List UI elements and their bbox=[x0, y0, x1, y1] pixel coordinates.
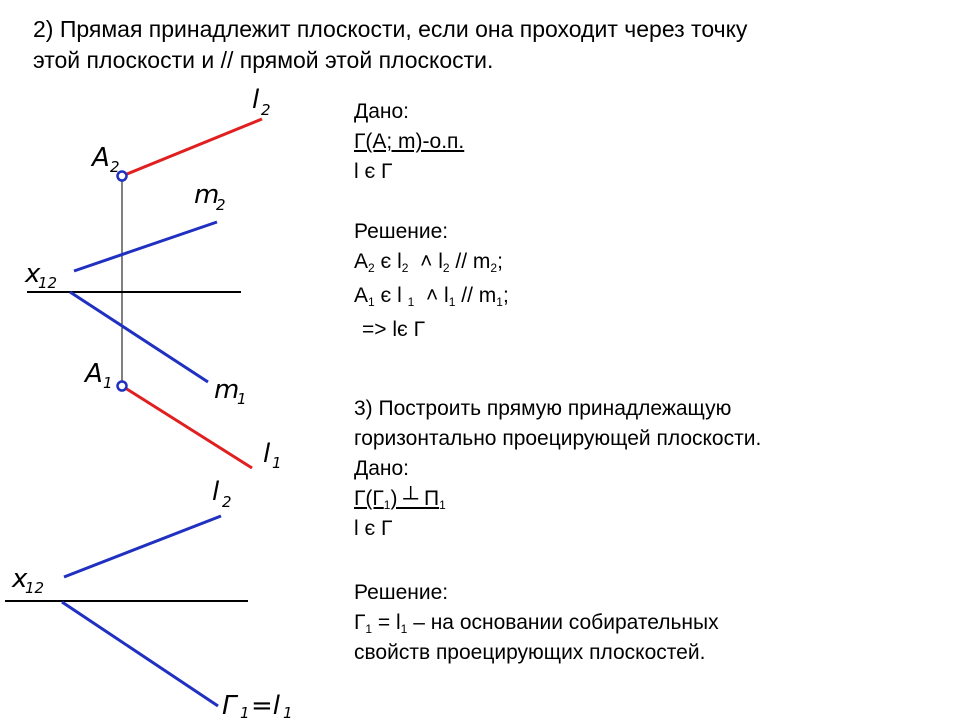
line-G1-l1-blue bbox=[62, 602, 218, 706]
label2-eq-l: =l bbox=[251, 691, 281, 720]
s2-sol2-b: є l bbox=[374, 284, 408, 307]
s2-sol1-b-sub: 2 bbox=[401, 261, 409, 275]
label2-l2: l bbox=[212, 477, 220, 507]
label-m1-sub: 1 bbox=[237, 390, 247, 408]
label-m2: m bbox=[194, 180, 220, 210]
s3-title-line-2: горизонтально проецирующей плоскости. bbox=[354, 427, 762, 450]
label2-G1-sub: 1 bbox=[240, 704, 250, 720]
s2-sol1-b: є l bbox=[374, 250, 402, 273]
s3-title-line-1: 3) Построить прямую принадлежащую bbox=[354, 397, 732, 420]
label2-l2-sub: 2 bbox=[222, 493, 232, 511]
line-l2-blue bbox=[64, 516, 221, 577]
label-A2: A bbox=[92, 143, 110, 173]
s2-given-plane: Г(A; m)-о.п. bbox=[354, 130, 465, 153]
heading-line-1: 2) Прямая принадлежит плоскости, если она проходит через точку bbox=[33, 16, 748, 42]
s2-sol2-c-sub: 1 bbox=[448, 295, 456, 309]
s2-conclusion: => lє Г bbox=[362, 318, 425, 341]
s2-sol2-e: ; bbox=[502, 284, 509, 307]
s3-sol-a-sub: 1 bbox=[365, 622, 373, 636]
label-l2-sub: 2 bbox=[261, 101, 271, 119]
s2-sol1-a-sub: 2 bbox=[368, 261, 375, 275]
label-l2: l bbox=[252, 85, 260, 115]
label-A1: A bbox=[85, 359, 103, 389]
line-m2-blue bbox=[74, 222, 217, 271]
s2-sol2-d: // m bbox=[455, 284, 497, 307]
s2-sol2-a: A bbox=[354, 284, 369, 307]
s3-sol-a: Г bbox=[354, 611, 366, 634]
drawing-1 bbox=[24, 85, 282, 472]
label2-x12: x bbox=[12, 564, 28, 594]
s3-plane-a-sub: 1 bbox=[383, 498, 391, 512]
label-A2-sub: 2 bbox=[110, 158, 120, 176]
heading-line-2: этой плоскости и // прямой этой плоскости. bbox=[33, 47, 494, 73]
label-m2-sub: 2 bbox=[216, 196, 226, 214]
label2-G1: Г bbox=[222, 691, 237, 720]
label-m1: m bbox=[214, 375, 240, 405]
s3-plane-b-sub: 1 bbox=[439, 498, 446, 512]
label-l1-sub: 1 bbox=[272, 454, 282, 472]
s2-sol2-a-sub: 1 bbox=[368, 295, 375, 309]
s2-given-line: l є Г bbox=[354, 160, 393, 183]
label-A1-sub: 1 bbox=[103, 374, 113, 392]
label2-l1-sub: 1 bbox=[283, 704, 293, 720]
label2-x12-sub: 12 bbox=[25, 579, 45, 597]
s3-sol-b-sub: 1 bbox=[400, 622, 408, 636]
label-x12-sub: 12 bbox=[38, 274, 58, 292]
s2-sol1-a: A bbox=[354, 250, 369, 273]
label-x12: x bbox=[25, 259, 41, 289]
s2-sol1-d-sub: 2 bbox=[490, 261, 498, 275]
s2-sol1-e: ; bbox=[497, 250, 503, 273]
s3-sol-c: – на основании собирательных bbox=[407, 611, 719, 634]
s3-solution-label: Решение: bbox=[354, 581, 449, 604]
drawing-2 bbox=[5, 477, 293, 720]
s2-sol1-c-sub: 2 bbox=[442, 261, 450, 275]
s2-solution-label: Решение: bbox=[354, 220, 449, 243]
line-l2-red bbox=[122, 119, 262, 176]
s3-plane-b: ) ┴ П bbox=[390, 487, 440, 510]
s2-sol2-c: ˄ l bbox=[414, 284, 449, 307]
s2-sol1-c: ˄ l bbox=[408, 250, 443, 273]
s3-plane-a: Г(Г bbox=[354, 487, 384, 510]
s3-sol-b: = l bbox=[372, 611, 401, 634]
s3-solution-2: свойств проецирующих плоскостей. bbox=[354, 641, 706, 664]
s2-sol1-d: // m bbox=[449, 250, 491, 273]
s3-given-line: l є Г bbox=[354, 517, 393, 540]
point-A1 bbox=[118, 382, 127, 391]
label-l1: l bbox=[263, 439, 271, 469]
s3-given-label: Дано: bbox=[354, 457, 410, 480]
s2-sol2-d-sub: 1 bbox=[496, 295, 503, 309]
s2-given-label: Дано: bbox=[354, 100, 410, 123]
s2-sol2-b-sub: 1 bbox=[407, 295, 415, 309]
